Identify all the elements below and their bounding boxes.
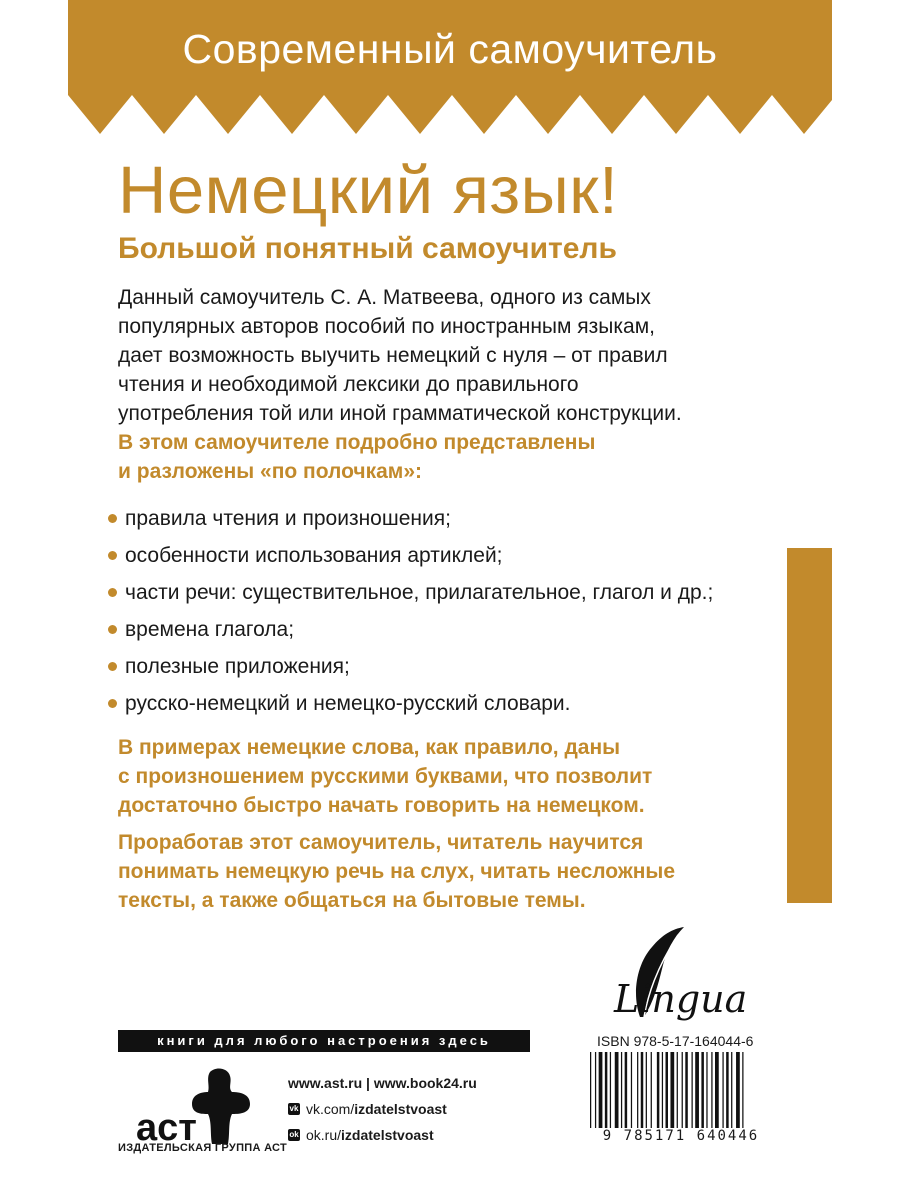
ok-icon: ok (289, 1130, 299, 1139)
feature-list (108, 500, 713, 722)
list-item-text: времена глагола; (125, 617, 295, 641)
ok-handle[interactable]: izdatelstvoast (341, 1127, 434, 1143)
bullet-icon (108, 662, 117, 671)
bullet-icon (108, 514, 117, 523)
list-item (108, 611, 713, 648)
vk-prefix[interactable]: vk.com/ (306, 1101, 355, 1117)
bullet-icon (108, 625, 117, 634)
website-row[interactable] (288, 1070, 477, 1096)
ok-row[interactable] (288, 1122, 477, 1148)
vk-row[interactable] (288, 1096, 477, 1122)
list-item-text: правила чтения и произношения; (125, 506, 451, 530)
bullet-icon (108, 699, 117, 708)
list-item (108, 648, 713, 685)
list-item (108, 574, 713, 611)
outcome-paragraph: Проработав этот самоучитель, читатель научится понимать немецкую речь на слух, читать несложные тексты, а также общаться на бытовые темы. (118, 831, 676, 912)
list-heading: В этом самоучителе подробно представлены и разложены «по полочкам»: (118, 431, 596, 483)
series-banner (68, 0, 832, 134)
list-item-text: полезные приложения; (125, 654, 350, 678)
bullet-icon (108, 551, 117, 560)
tagline-bar: книги для любого настроения здесь (118, 1030, 530, 1052)
list-item-text: особенности использования артиклей; (125, 543, 503, 567)
book-subtitle: Большой понятный самоучитель (118, 232, 617, 265)
examples-paragraph: В примерах немецкие слова, как правило, даны с произношением русскими буквами, что позволит достаточно быстро начать говорить на немецком. (118, 736, 653, 817)
list-item (108, 685, 713, 722)
list-item (108, 537, 713, 574)
book-title: Немецкий язык! (118, 153, 619, 228)
vk-icon: vk (289, 1104, 299, 1113)
publisher-caption: ИЗДАТЕЛЬСКАЯ ГРУППА АСТ (118, 1142, 288, 1154)
ok-prefix[interactable]: ok.ru/ (306, 1127, 342, 1143)
lingua-logo (592, 925, 752, 1025)
publisher-links (288, 1070, 477, 1148)
vk-handle[interactable]: izdatelstvoast (354, 1101, 447, 1117)
ast-logo-text: аст (136, 1107, 197, 1149)
bullet-icon (108, 588, 117, 597)
websites-text[interactable]: www.ast.ru | www.book24.ru (288, 1075, 477, 1091)
list-item (108, 500, 713, 537)
intro-paragraph: Данный самоучитель С. А. Матвеева, одного из самых популярных авторов пособий по иностранным языкам, дает возможность выучить немецкий с нуля – от правил чтения и необходимой лексики до правильного употребления той или иной грамматической конструкции. (118, 286, 682, 425)
isbn-text: ISBN 978-5-17-164044-6 (597, 1033, 754, 1049)
series-title: Современный самоучитель (182, 26, 718, 72)
barcode-digits: 9 785171 640446 (586, 1128, 776, 1144)
list-item-text: русско-немецкий и немецко-русский словари. (125, 691, 571, 715)
list-item-text: части речи: существительное, прилагательное, глагол и др.; (125, 580, 714, 604)
lingua-wordmark: Lingua (614, 977, 748, 1021)
side-accent-bar (787, 548, 832, 903)
